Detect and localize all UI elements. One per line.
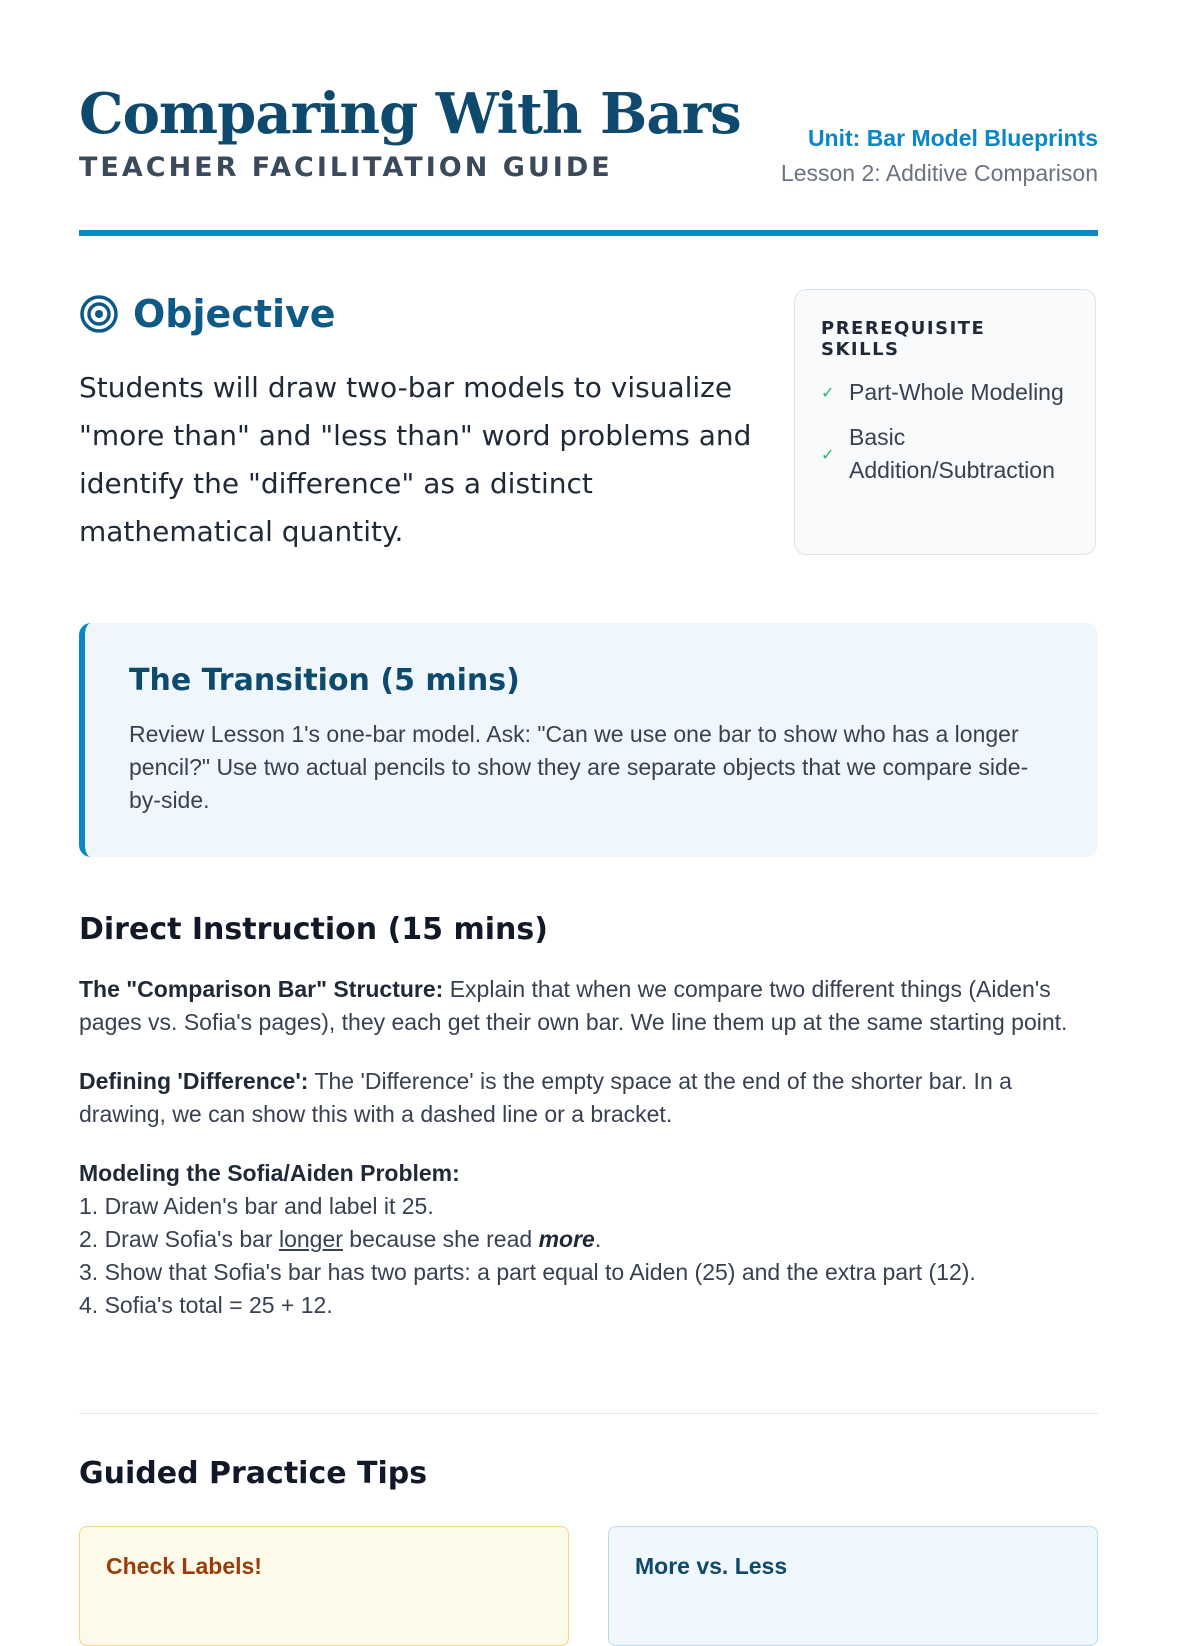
comparison-paragraph [79,973,1098,1039]
step-1: 1. Draw Aiden's bar and label it 25. [79,1193,434,1219]
tip-title: Check Labels! [106,1553,262,1579]
prerequisite-title: PREREQUISITE SKILLS [821,318,986,360]
target-icon [79,294,119,334]
difference-paragraph [79,1065,1098,1131]
difference-text: The 'Difference' is the empty space at the end of the shorter bar. In a drawing, we can show this with a dashed line or a bracket. [79,1068,1012,1127]
transition-title: The Transition (5 mins) [129,663,520,698]
check-icon: ✓ [821,444,835,464]
page-title: Comparing With Bars [79,81,741,147]
objective-heading: Objective [133,292,336,336]
section-divider [79,1413,1098,1414]
header [79,80,1098,236]
step-3: 3. Show that Sofia's bar has two parts: a part equal to Aiden (25) and the extra part (12). [79,1259,976,1285]
list-item [821,421,1069,487]
modeling-steps [79,1157,1098,1322]
modeling-heading: Modeling the Sofia/Aiden Problem: [79,1160,460,1186]
prerequisite-list [821,376,1069,487]
list-item [821,376,1069,409]
step-2-part-e: . [594,1226,602,1252]
difference-label: Defining 'Difference': [79,1068,309,1094]
tip-card-check-labels [79,1526,569,1646]
step-2 [79,1223,1098,1256]
objective-heading-row [79,290,759,338]
direct-instruction-heading: Direct Instruction (15 mins) [79,912,548,947]
step-2-part-c: because she read [342,1226,539,1252]
transition-callout [79,623,1098,857]
check-icon: ✓ [821,383,835,402]
unit-label: Unit: Bar Model Blueprints [807,125,1098,151]
comparison-label: The "Comparison Bar" Structure: [79,976,444,1002]
tip-title: More vs. Less [635,1553,788,1579]
guided-practice-heading: Guided Practice Tips [79,1456,428,1491]
step-4: 4. Sofia's total = 25 + 12. [79,1292,333,1318]
direct-instruction-section [79,912,1098,1322]
step-2-longer: longer [278,1226,343,1252]
step-2-more: more [538,1226,595,1252]
prerequisite-panel [794,289,1096,555]
objective-text: Students will draw two-bar models to visualize "more than" and "less than" word problems and identify the "difference" as a distinct mathematical quantity. [79,371,752,548]
prerequisite-item: Part-Whole Modeling [849,379,1064,405]
objective-section [79,290,759,556]
lesson-label: Lesson 2: Additive Comparison [780,160,1098,186]
prerequisite-item: Basic Addition/Subtraction [849,424,1055,483]
transition-text: Review Lesson 1's one-bar model. Ask: "Can we use one bar to show who has a longer pencil?" Use two actual pencils to show they are separate objects that we compare side-by-side. [129,721,1029,813]
header-divider [79,230,1098,236]
page-subtitle: TEACHER FACILITATION GUIDE [79,152,613,183]
tip-card-more-vs-less [608,1526,1098,1646]
step-2-part-a: 2. Draw Sofia's bar [79,1226,279,1252]
guided-practice-section [79,1456,427,1491]
comparison-text: Explain that when we compare two different things (Aiden's pages vs. Sofia's pages), they each get their own bar. We line them up at the same starting point. [79,976,1068,1035]
